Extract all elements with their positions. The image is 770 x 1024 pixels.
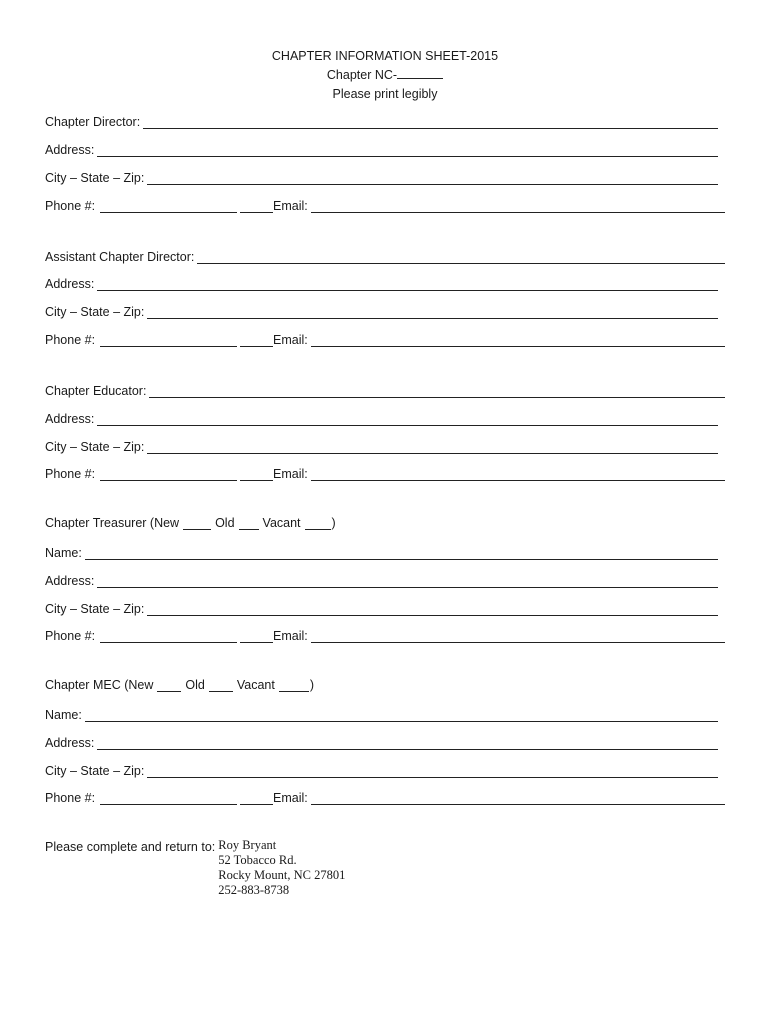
treasurer-phone-field[interactable] bbox=[100, 631, 237, 643]
mec-city-field[interactable] bbox=[147, 766, 718, 778]
email-label: Email: bbox=[273, 333, 308, 347]
chapter-number-line bbox=[0, 66, 770, 85]
separator-line bbox=[240, 469, 273, 481]
mec-contact-row bbox=[45, 789, 725, 805]
mec-phone-field[interactable] bbox=[100, 793, 237, 805]
assistant-email-field[interactable] bbox=[311, 335, 725, 347]
mec-vacant-label: Vacant bbox=[236, 678, 275, 692]
name-label: Name: bbox=[45, 708, 82, 722]
director-city-field[interactable] bbox=[147, 173, 718, 185]
return-info bbox=[45, 840, 345, 898]
director-email-field[interactable] bbox=[311, 201, 725, 213]
treasurer-name-field[interactable] bbox=[85, 548, 718, 560]
assistant-city-field[interactable] bbox=[147, 307, 718, 319]
educator-address-row bbox=[45, 410, 718, 426]
return-street: 52 Tobacco Rd. bbox=[218, 853, 297, 867]
treasurer-new-label: Chapter Treasurer (New bbox=[45, 516, 180, 530]
phone-label: Phone #: bbox=[45, 467, 96, 481]
email-label: Email: bbox=[273, 629, 308, 643]
phone-label: Phone #: bbox=[45, 791, 96, 805]
director-phone-field[interactable] bbox=[100, 201, 237, 213]
return-name: Roy Bryant bbox=[218, 838, 277, 852]
phone-label: Phone #: bbox=[45, 333, 96, 347]
treasurer-email-field[interactable] bbox=[311, 631, 725, 643]
director-name-label: Chapter Director: bbox=[45, 115, 141, 129]
treasurer-title bbox=[45, 516, 336, 530]
director-name-field[interactable] bbox=[143, 117, 718, 129]
treasurer-address-field[interactable] bbox=[97, 576, 718, 588]
assistant-name-field[interactable] bbox=[197, 252, 725, 264]
mec-name-field[interactable] bbox=[85, 710, 718, 722]
form-header bbox=[0, 47, 770, 104]
separator-line bbox=[240, 335, 273, 347]
separator-line bbox=[240, 793, 273, 805]
assistant-address-row bbox=[45, 275, 718, 291]
assistant-contact-row bbox=[45, 331, 725, 347]
city-state-zip-label: City – State – Zip: bbox=[45, 764, 145, 778]
mec-name-row bbox=[45, 706, 718, 722]
treasurer-address-row bbox=[45, 572, 718, 588]
mec-email-field[interactable] bbox=[311, 793, 725, 805]
treasurer-city-row bbox=[45, 600, 718, 616]
treasurer-old-field[interactable] bbox=[239, 518, 259, 530]
educator-contact-row bbox=[45, 465, 725, 481]
city-state-zip-label: City – State – Zip: bbox=[45, 171, 145, 185]
educator-name-field[interactable] bbox=[149, 386, 725, 398]
educator-name-label: Chapter Educator: bbox=[45, 384, 147, 398]
form-title: CHAPTER INFORMATION SHEET-2015 bbox=[271, 49, 499, 63]
mec-address-row bbox=[45, 734, 718, 750]
mec-city-row bbox=[45, 762, 718, 778]
treasurer-contact-row bbox=[45, 627, 725, 643]
address-label: Address: bbox=[45, 143, 95, 157]
educator-address-field[interactable] bbox=[97, 414, 718, 426]
email-label: Email: bbox=[273, 791, 308, 805]
address-label: Address: bbox=[45, 574, 95, 588]
separator-line bbox=[240, 201, 273, 213]
city-state-zip-label: City – State – Zip: bbox=[45, 602, 145, 616]
treasurer-name-row bbox=[45, 544, 718, 560]
address-label: Address: bbox=[45, 412, 95, 426]
director-city-row bbox=[45, 169, 718, 185]
treasurer-vacant-label: Vacant bbox=[262, 516, 301, 530]
chapter-number-field[interactable] bbox=[397, 67, 443, 79]
mec-new-label: Chapter MEC (New bbox=[45, 678, 154, 692]
director-address-row bbox=[45, 141, 718, 157]
email-label: Email: bbox=[273, 467, 308, 481]
phone-label: Phone #: bbox=[45, 629, 96, 643]
return-address bbox=[218, 838, 345, 898]
city-state-zip-label: City – State – Zip: bbox=[45, 305, 145, 319]
city-state-zip-label: City – State – Zip: bbox=[45, 440, 145, 454]
educator-city-row bbox=[45, 438, 718, 454]
treasurer-new-field[interactable] bbox=[183, 518, 211, 530]
treasurer-vacant-field[interactable] bbox=[305, 518, 331, 530]
educator-phone-field[interactable] bbox=[100, 469, 237, 481]
assistant-city-row bbox=[45, 303, 718, 319]
return-city: Rocky Mount, NC 27801 bbox=[218, 868, 346, 882]
mec-old-field[interactable] bbox=[209, 680, 233, 692]
phone-label: Phone #: bbox=[45, 199, 96, 213]
assistant-address-field[interactable] bbox=[97, 279, 718, 291]
mec-vacant-field[interactable] bbox=[279, 680, 309, 692]
separator-line bbox=[240, 631, 273, 643]
return-phone: 252-883-8738 bbox=[218, 883, 290, 897]
mec-title bbox=[45, 678, 314, 692]
chapter-number-label: Chapter NC- bbox=[326, 68, 398, 82]
treasurer-city-field[interactable] bbox=[147, 604, 718, 616]
address-label: Address: bbox=[45, 277, 95, 291]
educator-name-row bbox=[45, 382, 725, 398]
educator-city-field[interactable] bbox=[147, 442, 718, 454]
assistant-name-label: Assistant Chapter Director: bbox=[45, 250, 195, 264]
assistant-name-row bbox=[45, 248, 725, 264]
email-label: Email: bbox=[273, 199, 308, 213]
return-label: Please complete and return to: bbox=[45, 840, 216, 854]
treasurer-close: ) bbox=[331, 516, 336, 530]
mec-old-label: Old bbox=[185, 678, 205, 692]
director-name-row bbox=[45, 113, 718, 129]
director-contact-row bbox=[45, 197, 725, 213]
educator-email-field[interactable] bbox=[311, 469, 725, 481]
name-label: Name: bbox=[45, 546, 82, 560]
mec-address-field[interactable] bbox=[97, 738, 718, 750]
treasurer-old-label: Old bbox=[215, 516, 235, 530]
mec-close: ) bbox=[309, 678, 314, 692]
assistant-phone-field[interactable] bbox=[100, 335, 237, 347]
print-instruction: Please print legibly bbox=[332, 87, 438, 101]
mec-new-field[interactable] bbox=[157, 680, 181, 692]
address-label: Address: bbox=[45, 736, 95, 750]
director-address-field[interactable] bbox=[97, 145, 718, 157]
